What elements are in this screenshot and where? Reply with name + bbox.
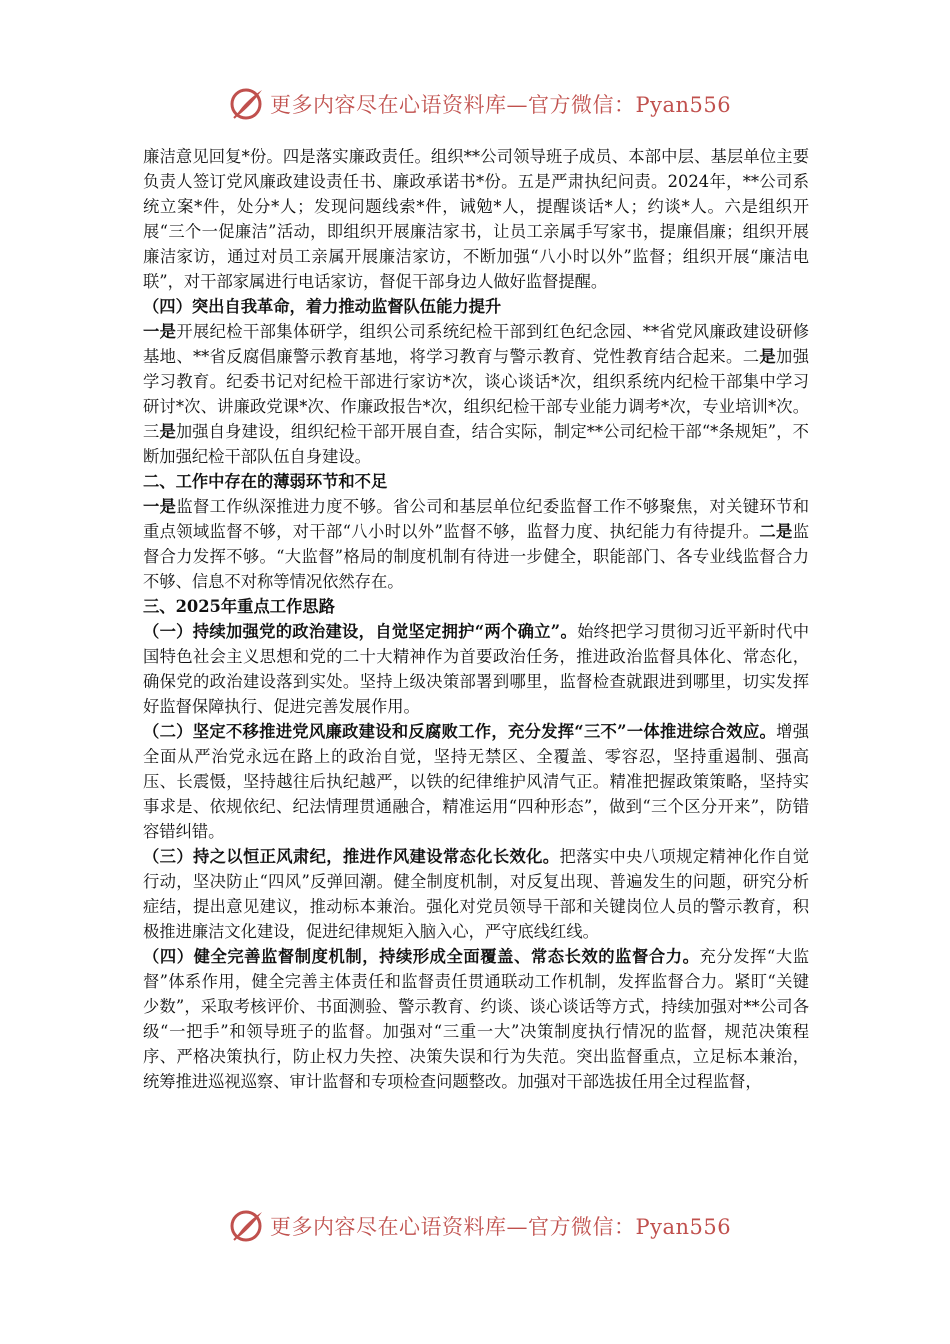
paragraph-5-heading: （二）坚定不移推进党风廉政建设和反腐败工作，充分发挥“三不”一体推进综合效应。 <box>143 722 777 741</box>
header-banner <box>226 84 732 124</box>
paragraph-2-text: 开展纪检干部集体研学，组织公司系统纪检干部到红色纪念园、**省党风廉政建设研修基地、**省反腐倡廉警示教育基地，将学习教育与警示教育、党性教育结合起来。二 <box>143 322 809 366</box>
document-body <box>143 144 809 1094</box>
paragraph-3-text: 监督工作纵深推进力度不够。省公司和基层单位纪委监督工作不够聚焦，对关键环节和重点领域监督不够，对干部“八小时以外”监督不够，监督力度、执纪能力有待提升。 <box>143 497 809 541</box>
paragraph-4 <box>143 619 809 719</box>
paragraph-2-mid: 加强学习教育。纪委书记对纪检干部进行家访*次，谈心谈话*次，组织系统内纪检干部集中学习研讨*次、讲廉政党课*次、作廉政报告*次，组织纪检干部专业能力调考*次，专业培训*次。三 <box>143 347 809 441</box>
feather-pen-logo-icon <box>226 1206 266 1246</box>
paragraph-5 <box>143 719 809 844</box>
paragraph-4-text: 始终把学习贯彻习近平新时代中国特色社会主义思想和党的二十大精神作为首要政治任务，推进政治监督具体化、常态化，确保党的政治建设落到实处。坚持上级决策部署到哪里，监督检查就跟进到哪里，切实发挥好监督保障执行、促进完善发展作用。 <box>143 622 809 716</box>
paragraph-4-heading: （一）持续加强党的政治建设，自觉坚定拥护“两个确立”。 <box>143 622 578 641</box>
paragraph-6 <box>143 844 809 944</box>
paragraph-7-heading: （四）健全完善监督制度机制，持续形成全面覆盖、常态长效的监督合力。 <box>143 947 700 966</box>
paragraph-7 <box>143 944 809 1094</box>
paragraph-7-text: 充分发挥“大监督”体系作用，健全完善主体责任和监督责任贯通联动工作机制，发挥监督合力。紧盯“关键少数”，采取考核评价、书面测验、警示教育、约谈、谈心谈话等方式，持续加强对**公司各级“一把手”和领导班子的监督。加强对“三重一大”决策制度执行情况的监督，规范决策程序、严格决策执行，防止权力失控、决策失误和行为失范。突出监督重点，立足标本兼治，统筹推进巡视巡察、审计监督和专项检查问题整改。加强对干部选拔任用全过程监督， <box>143 947 809 1091</box>
paragraph-3-end: 监督合力发挥不够。“大监督”格局的制度机制有待进一步健全，职能部门、各专业线监督合力不够、信息不对称等情况依然存在。 <box>143 522 809 591</box>
feather-pen-logo-icon <box>226 84 266 124</box>
bold-lead: 一是 <box>143 497 177 516</box>
section-heading-4: （四）突出自我革命，着力推动监督队伍能力提升 <box>143 297 502 316</box>
footer-banner <box>226 1206 732 1246</box>
bold-lead-2: 是 <box>759 347 777 366</box>
bold-lead: 一是 <box>143 322 177 341</box>
part-heading-3: 三、2025年重点工作思路 <box>143 597 335 616</box>
bold-lead-2: 二是 <box>759 522 793 541</box>
paragraph-1: 廉洁意见回复*份。四是落实廉政责任。组织**公司领导班子成员、本部中层、基层单位主要负责人签订党风廉政建设责任书、廉政承诺书*份。五是严肃执纪问责。2024年，**公司系统立案*件，处分*人；发现问题线索*件，诫勉*人，提醒谈话*人；约谈*人。六是组织开展“三个一促廉洁”活动，即组织开展廉洁家书，让员工亲属手写家书，提廉倡廉；组织开展廉洁家访，通过对员工亲属开展廉洁家访，不断加强“八小时以外”监督；组织开展“廉洁电联”，对干部家属进行电话家访，督促干部身边人做好监督提醒。 <box>143 147 809 291</box>
paragraph-3 <box>143 494 809 594</box>
paragraph-6-heading: （三）持之以恒正风肃纪，推进作风建设常态化长效化。 <box>143 847 560 866</box>
paragraph-6-text: 把落实中央八项规定精神化作自觉行动，坚决防止“四风”反弹回潮。健全制度机制，对反复出现、普遍发生的问题，研究分析症结，提出意见建议，推动标本兼治。强化对党员领导干部和关键岗位人员的警示教育，积极推进廉洁文化建设，促进纪律规矩入脑入心，严守底线红线。 <box>143 847 809 941</box>
paragraph-5-text: 增强全面从严治党永远在路上的政治自觉，坚持无禁区、全覆盖、零容忍，坚持重遏制、强高压、长震慑，坚持越往后执纪越严，以铁的纪律维护风清气正。精准把握政策策略，坚持实事求是、依规依纪、纪法情理贯通融合，精准运用“四种形态”，做到“三个区分开来”，防错容错纠错。 <box>143 722 809 841</box>
part-heading-2: 二、工作中存在的薄弱环节和不足 <box>143 472 388 491</box>
banner-text: 更多内容尽在心语资料库—官方微信：Pyan556 <box>270 1215 732 1239</box>
bold-lead-3: 是 <box>159 422 176 441</box>
paragraph-2 <box>143 319 809 469</box>
banner-text: 更多内容尽在心语资料库—官方微信：Pyan556 <box>270 93 732 117</box>
paragraph-2-end: 加强自身建设，组织纪检干部开展自查，结合实际，制定**公司纪检干部“*条规矩”，不断加强纪检干部队伍自身建设。 <box>143 422 809 466</box>
